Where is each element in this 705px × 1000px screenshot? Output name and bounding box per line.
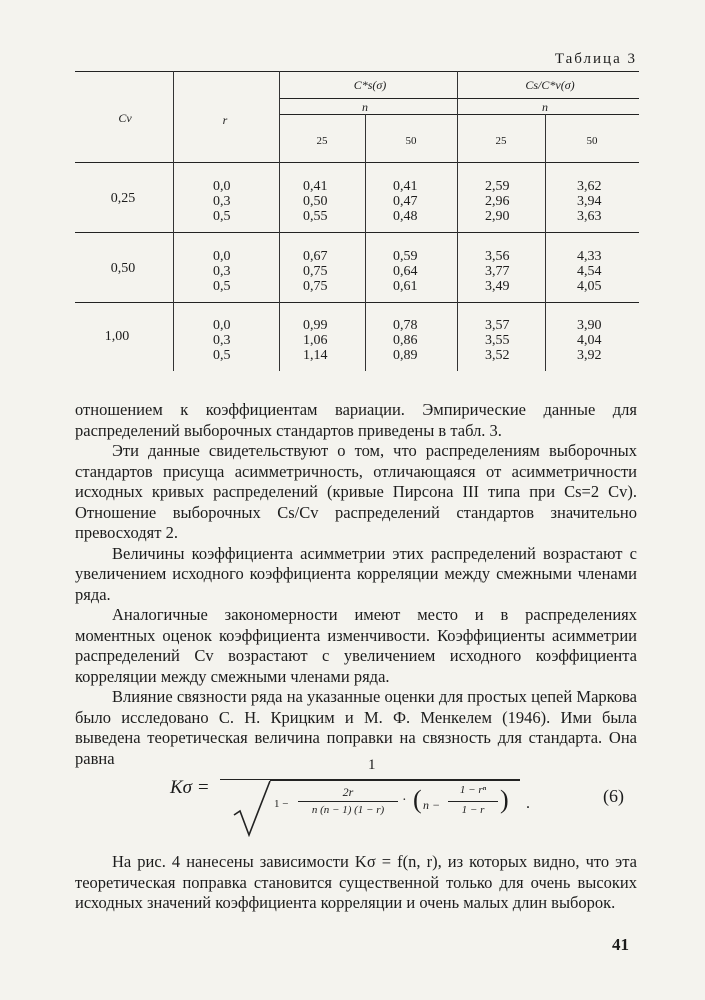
paragraph-4: Аналогичные закономерности имеют место и в распределениях моментных оценок коэффициента изменчивости. Коэффициенты асимметрии распределений Cv возрастают с увеличением исходного коэффициента корреляции между смежными членами ряда. [75, 605, 637, 686]
formula-frac2-den: 1 − r [461, 804, 485, 816]
header-bottom-rule [75, 162, 639, 163]
col-divider-cv [173, 71, 174, 371]
header-n-1: n [362, 100, 368, 114]
n-header-rule [279, 114, 639, 115]
formula-paren-open: ( [413, 785, 422, 814]
equation-number: (6) [603, 786, 624, 806]
formula-frac1-num: 2r [342, 785, 354, 799]
formula-frac1-den: n (n − 1) (1 − r) [311, 804, 385, 816]
formula-lhs: Kσ = [170, 777, 210, 798]
header-n-50-a: 50 [405, 135, 417, 147]
row1-r: 0,0 0,3 0,5 [213, 179, 231, 224]
paragraph-final: На рис. 4 нанесены зависимости Kσ = f(n, r), из которых видно, что эта теоретическая поправка становится существенной только для очень высоких исходных значений коэффициента корреляции и очень малых длин выборок. [75, 852, 637, 912]
header-group1: C*s(σ) [353, 78, 387, 92]
row2-c4: 4,33 4,54 4,05 [577, 249, 602, 294]
formula-6 [170, 755, 640, 830]
formula-den-prefix: 1 − [274, 798, 289, 810]
formula-trailing-dot: . [526, 795, 530, 812]
body-text [75, 400, 637, 769]
col-divider-c1 [365, 114, 366, 371]
header-r: r [222, 113, 228, 127]
paragraph-2: Эти данные свидетельствуют о том, что распределениям выборочных стандартов присуща асимметричность, отличающаяся от асимметричности исходных кривых распределений (кривые Пирсона III типа при Cs=2 Cv). Отношение выборочных Cs/Cv распределений стандартов значительно превосходят 2. [75, 441, 637, 542]
row2-r: 0,0 0,3 0,5 [213, 249, 231, 294]
row-divider-1 [75, 232, 639, 233]
paragraph-3: Величины коэффициента асимметрии этих распределений возрастают с увеличением исходного коэффициента корреляции между смежными членами ряда. [75, 543, 637, 604]
row3-c3: 3,57 3,55 3,52 [485, 318, 510, 363]
row3-c4: 3,90 4,04 3,92 [577, 318, 602, 363]
formula-paren-close: ) [500, 785, 509, 814]
table-top-rule [75, 71, 639, 72]
header-group2: Cs/C*v(σ) [525, 78, 575, 92]
formula-numerator: 1 [368, 757, 376, 773]
row-divider-2 [75, 302, 639, 303]
row2-c1: 0,67 0,75 0,75 [303, 249, 328, 294]
paragraph-5: Влияние связности ряда на указанные оценки для простых цепей Маркова было исследовано С. Н. Крицким и М. Ф. Менкелем (1946). Ими была выведена теоретическая величина поправки на связность для стандарта. Она равна [75, 687, 637, 768]
row3-c2: 0,78 0,86 0,89 [393, 318, 418, 363]
header-cv: Cv [118, 111, 132, 125]
group-header-rule [279, 98, 639, 99]
row3-r: 0,0 0,3 0,5 [213, 318, 231, 363]
row2-cv: 0,50 [110, 261, 136, 276]
data-table [75, 71, 639, 371]
row2-c2: 0,59 0,64 0,61 [393, 249, 418, 294]
row1-c1: 0,41 0,50 0,55 [303, 179, 328, 224]
col-divider-c3 [545, 114, 546, 371]
formula-dot: · [402, 793, 407, 808]
formula-n-minus: n − [423, 798, 441, 812]
formula-frac1-bar [298, 801, 398, 802]
page-number: 41 [612, 935, 629, 954]
row1-c3: 2,59 2,96 2,90 [485, 179, 510, 224]
final-text [75, 852, 637, 914]
col-divider-r [279, 71, 280, 371]
header-n-25-b: 25 [495, 135, 507, 147]
formula-frac2-bar [448, 801, 498, 802]
row3-c1: 0,99 1,06 1,14 [303, 318, 328, 363]
row1-cv: 0,25 [110, 191, 136, 206]
table-caption: Таблица 3 [554, 51, 637, 67]
paragraph-1: отношением к коэффициентам вариации. Эмпирические данные для распределений выборочных стандартов приведены в табл. 3. [75, 400, 637, 440]
row1-c4: 3,62 3,94 3,63 [577, 179, 602, 224]
row1-c2: 0,41 0,47 0,48 [393, 179, 418, 224]
col-divider-group [457, 71, 458, 371]
header-n-25-a: 25 [316, 135, 328, 147]
header-n-2: n [542, 100, 548, 114]
formula-sqrt-bar [270, 780, 520, 781]
row3-cv: 1,00 [104, 329, 130, 344]
row2-c3: 3,56 3,77 3,49 [485, 249, 510, 294]
formula-frac2-num: 1 − rⁿ [459, 784, 487, 796]
formula-sqrt-sign [232, 779, 272, 837]
header-n-50-b: 50 [586, 135, 598, 147]
